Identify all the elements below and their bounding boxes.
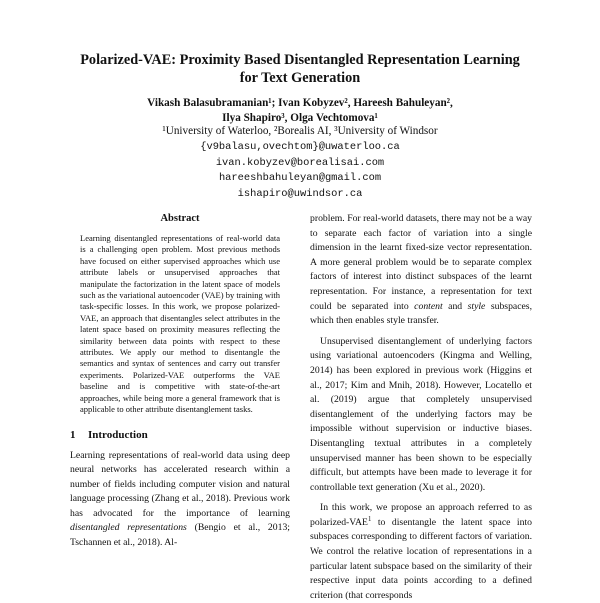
paragraph-unsupervised: Unsupervised disentanglement of underlying factors using variational autoencoders (Kingma and Welling, 2014) has been explored in previous work (Higgins et al., 2017; Kim and Mnih, 2018). However, Locatello et al. (2019) argue that completely unsupervised disentanglement of the underlying factors may be impossible without supervision or inductive biases. Disentangling textual attributes in a completely unsupervised manner has been shown to be especially difficult, but attempts have been made to leverage it for controllable text generation (Xu et al., 2020).	[310, 335, 532, 493]
intro-text-a: Learning representations of real-world data using deep neural networks has accelerated research within a number of fields including computer vision and natural language processing (Zhang et al., 2018). Previous work has advocated for the importance of learning	[70, 449, 290, 519]
email-line: hareeshbahuleyan@gmail.com	[218, 172, 382, 184]
paper-title	[40, 51, 560, 87]
section-title: Introduction	[88, 428, 148, 441]
email-line: ivan.kobyzev@borealisai.com	[215, 156, 385, 169]
author-list	[40, 96, 560, 126]
affiliations: ¹University of Waterloo, ²Borealis AI, ³University of Windsor	[162, 125, 438, 137]
para-text: problem. For real-world datasets, there may not be a way to separate each factor of variation into a single dimension in the learnt fixed-size vector representation. A more general problem would be to separate complex factors of interest into distinct subspaces of the learnt representation. For instance, a representation for text could be separated into	[310, 213, 532, 312]
right-column	[310, 212, 532, 603]
section-number: 1	[70, 428, 76, 441]
author-emails	[40, 140, 560, 202]
authors-line-1: Vikash Balasubramanian¹; Ivan Kobyzev², Hareesh Bahuleyan²,	[147, 97, 453, 109]
para-text: to disentangle the latent space into subspaces corresponding to different factors of variation. We control the relative location of representations in a particular latent subspace based on the similarity of their respective input data points according to a defined criterion (that corresponds	[310, 516, 532, 601]
authors-line-2: Ilya Shapiro³, Olga Vechtomova¹	[222, 112, 378, 124]
section-heading-introduction	[70, 428, 290, 442]
paragraph-continued	[310, 212, 532, 329]
title-line-1: Polarized-VAE: Proximity Based Disentangled Representation Learning	[80, 52, 520, 68]
para-text: In this work, we propose an approach referred to as polarized-VAE	[310, 502, 532, 528]
title-line-2: for Text Generation	[239, 70, 361, 86]
footnote-marker[interactable]: 1	[367, 515, 372, 523]
email-line: ishapiro@uwindsor.ca	[237, 187, 363, 200]
emphasis-content: content	[414, 300, 443, 312]
para-text: and	[442, 300, 468, 312]
para-text: subspaces, which then enables style transfer.	[310, 300, 532, 327]
left-column	[70, 212, 290, 551]
email-line: {v9balasu,ovechtom}@uwaterloo.ca	[200, 141, 400, 153]
emphasis-style: style	[467, 300, 486, 312]
intro-emphasis: disentangled representations	[70, 522, 187, 534]
intro-paragraph	[70, 449, 290, 551]
abstract-text: Learning disentangled representations of real-world data is a challenging open problem. Most previous methods have focused on either supervised approaches which use attribute labels or unsupervised approaches that manipulate the factorization in the latent space of models such as the variational autoencoder (VAE) by training with task-specific losses. In this work, we propose polarized-VAE, an approach that disentangles select attributes in the latent space based on proximity measures reflecting the similarity between data points with respect to these attributes. We apply our method to disentangle the semantics and syntax of sentences and carry out transfer experiments. Polarized-VAE outperforms the VAE baseline and is competitive with state-of-the-art approaches, while being more a general framework that is applicable to other attribute disentanglement tasks.	[80, 233, 281, 415]
intro-text-b: (Bengio et al., 2013; Tschannen et al., 2018). Al-	[70, 522, 290, 549]
paragraph-proposal	[310, 501, 532, 603]
abstract-heading: Abstract	[160, 213, 200, 224]
